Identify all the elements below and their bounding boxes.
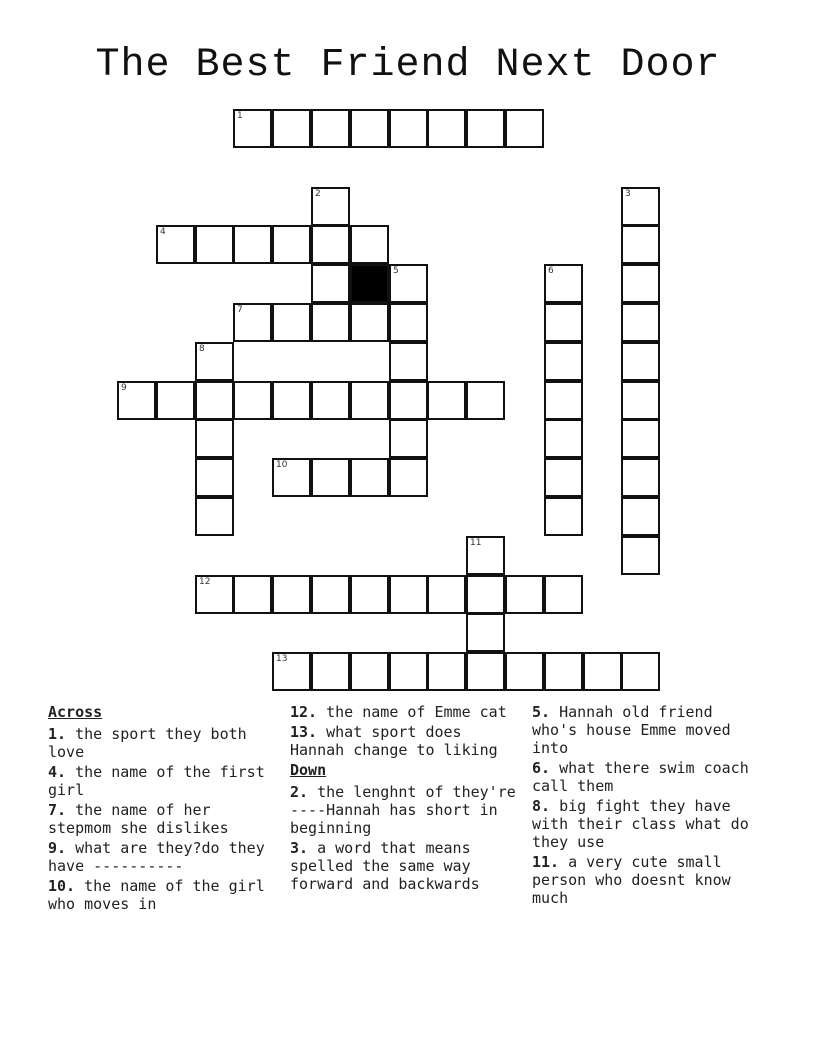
- clue-down-11: 11. a very cute small person who doesnt know much: [532, 853, 731, 907]
- clue-down-2: 2. the lenghnt of they're ----Hannah has short in beginning: [290, 783, 516, 837]
- grid-cell[interactable]: [272, 109, 311, 148]
- grid-cell[interactable]: [544, 342, 583, 381]
- grid-cell[interactable]: [621, 419, 660, 458]
- grid-cell[interactable]: [505, 575, 544, 614]
- grid-cell[interactable]: [389, 303, 428, 342]
- grid-cell[interactable]: [621, 458, 660, 497]
- grid-cell[interactable]: [156, 225, 195, 264]
- grid-cell[interactable]: [195, 381, 234, 420]
- clue-across-12: 12. the name of Emme cat: [290, 703, 507, 721]
- grid-cell[interactable]: [389, 381, 428, 420]
- grid-cell[interactable]: [427, 652, 466, 691]
- grid-cell[interactable]: [544, 264, 583, 303]
- grid-cell[interactable]: [621, 225, 660, 264]
- grid-cell[interactable]: [311, 187, 350, 226]
- grid-cell[interactable]: [389, 458, 428, 497]
- clues-column-1: [48, 703, 280, 915]
- grid-cell[interactable]: [505, 652, 544, 691]
- grid-cell[interactable]: [427, 381, 466, 420]
- grid-cell[interactable]: [311, 109, 350, 148]
- grid-cell[interactable]: [389, 419, 428, 458]
- grid-cell[interactable]: [621, 187, 660, 226]
- black-cell: [350, 264, 389, 303]
- grid-cell[interactable]: [544, 419, 583, 458]
- clue-across-10: 10. the name of the girl who moves in: [48, 877, 265, 913]
- grid-cell[interactable]: [505, 109, 544, 148]
- puzzle-title: The Best Friend Next Door: [95, 43, 721, 88]
- grid-cell[interactable]: [350, 458, 389, 497]
- clue-number: 6: [548, 266, 554, 276]
- clues-column-3: [532, 703, 764, 909]
- clue-number: 4: [160, 227, 166, 237]
- grid-cell[interactable]: [544, 381, 583, 420]
- clue-across-1: 1. the sport they both love: [48, 725, 247, 761]
- across-heading: Across: [48, 703, 103, 721]
- grid-cell[interactable]: [272, 303, 311, 342]
- grid-cell[interactable]: [621, 536, 660, 575]
- clue-down-5: 5. Hannah old friend who's house Emme moved into: [532, 703, 731, 757]
- grid-cell[interactable]: [233, 575, 272, 614]
- grid-cell[interactable]: [427, 575, 466, 614]
- grid-cell[interactable]: [311, 303, 350, 342]
- grid-cell[interactable]: [389, 652, 428, 691]
- grid-cell[interactable]: [350, 381, 389, 420]
- clue-down-3: 3. a word that means spelled the same way forward and backwards: [290, 839, 480, 893]
- grid-cell[interactable]: [156, 381, 195, 420]
- grid-cell[interactable]: [621, 342, 660, 381]
- clue-number: 9: [121, 383, 127, 393]
- clue-across-13: 13. what sport does Hannah change to liking: [290, 723, 498, 759]
- grid-cell[interactable]: [544, 497, 583, 536]
- clue-number: 5: [393, 266, 399, 276]
- grid-cell[interactable]: [195, 419, 234, 458]
- grid-cell[interactable]: [195, 575, 234, 614]
- grid-cell[interactable]: [311, 264, 350, 303]
- grid-cell[interactable]: [350, 575, 389, 614]
- grid-cell[interactable]: [389, 575, 428, 614]
- grid-cell[interactable]: [272, 575, 311, 614]
- clue-number: 7: [237, 305, 243, 315]
- clue-down-6: 6. what there swim coach call them: [532, 759, 749, 795]
- clue-number: 11: [470, 538, 482, 548]
- grid-cell[interactable]: [311, 225, 350, 264]
- grid-cell[interactable]: [427, 109, 466, 148]
- grid-cell[interactable]: [117, 381, 156, 420]
- clue-number: 10: [276, 460, 288, 470]
- clue-across-7: 7. the name of her stepmom she dislikes: [48, 801, 229, 837]
- grid-cell[interactable]: [350, 652, 389, 691]
- grid-cell[interactable]: [621, 381, 660, 420]
- grid-cell[interactable]: [389, 109, 428, 148]
- grid-cell[interactable]: [311, 381, 350, 420]
- grid-cell[interactable]: [544, 652, 583, 691]
- grid-cell[interactable]: [466, 575, 505, 614]
- clue-number: 1: [237, 111, 243, 121]
- grid-cell[interactable]: [466, 613, 505, 652]
- clue-down-8: 8. big fight they have with their class what do they use: [532, 797, 749, 851]
- grid-cell[interactable]: [272, 225, 311, 264]
- grid-cell[interactable]: [350, 303, 389, 342]
- grid-cell[interactable]: [621, 497, 660, 536]
- grid-cell[interactable]: [583, 652, 622, 691]
- grid-cell[interactable]: [272, 652, 311, 691]
- clue-number: 3: [625, 189, 631, 199]
- grid-cell[interactable]: [272, 458, 311, 497]
- grid-cell[interactable]: [544, 458, 583, 497]
- clue-across-4: 4. the name of the first girl: [48, 763, 265, 799]
- grid-cell[interactable]: [311, 458, 350, 497]
- grid-cell[interactable]: [621, 303, 660, 342]
- clue-across-9: 9. what are they?do they have ----------: [48, 839, 265, 875]
- grid-cell[interactable]: [389, 264, 428, 303]
- grid-cell[interactable]: [544, 575, 583, 614]
- grid-cell[interactable]: [311, 575, 350, 614]
- grid-cell[interactable]: [195, 225, 234, 264]
- grid-cell[interactable]: [311, 652, 350, 691]
- clue-number: 13: [276, 654, 288, 664]
- clue-number: 2: [315, 189, 321, 199]
- grid-cell[interactable]: [233, 109, 272, 148]
- grid-cell[interactable]: [389, 342, 428, 381]
- grid-cell[interactable]: [350, 109, 389, 148]
- grid-cell[interactable]: [272, 381, 311, 420]
- grid-cell[interactable]: [350, 225, 389, 264]
- clue-number: 12: [199, 577, 211, 587]
- grid-cell[interactable]: [233, 225, 272, 264]
- grid-cell[interactable]: [544, 303, 583, 342]
- grid-cell[interactable]: [195, 342, 234, 381]
- grid-cell[interactable]: [195, 458, 234, 497]
- grid-cell[interactable]: [233, 381, 272, 420]
- down-heading: Down: [290, 761, 327, 779]
- grid-cell[interactable]: [195, 497, 234, 536]
- grid-cell[interactable]: [621, 652, 660, 691]
- grid-cell[interactable]: [233, 303, 272, 342]
- grid-cell[interactable]: [466, 109, 505, 148]
- grid-cell[interactable]: [621, 264, 660, 303]
- grid-cell[interactable]: [466, 536, 505, 575]
- grid-cell[interactable]: [466, 381, 505, 420]
- clues-column-2: [290, 703, 522, 895]
- grid-cell[interactable]: [466, 652, 505, 691]
- clue-number: 8: [199, 344, 205, 354]
